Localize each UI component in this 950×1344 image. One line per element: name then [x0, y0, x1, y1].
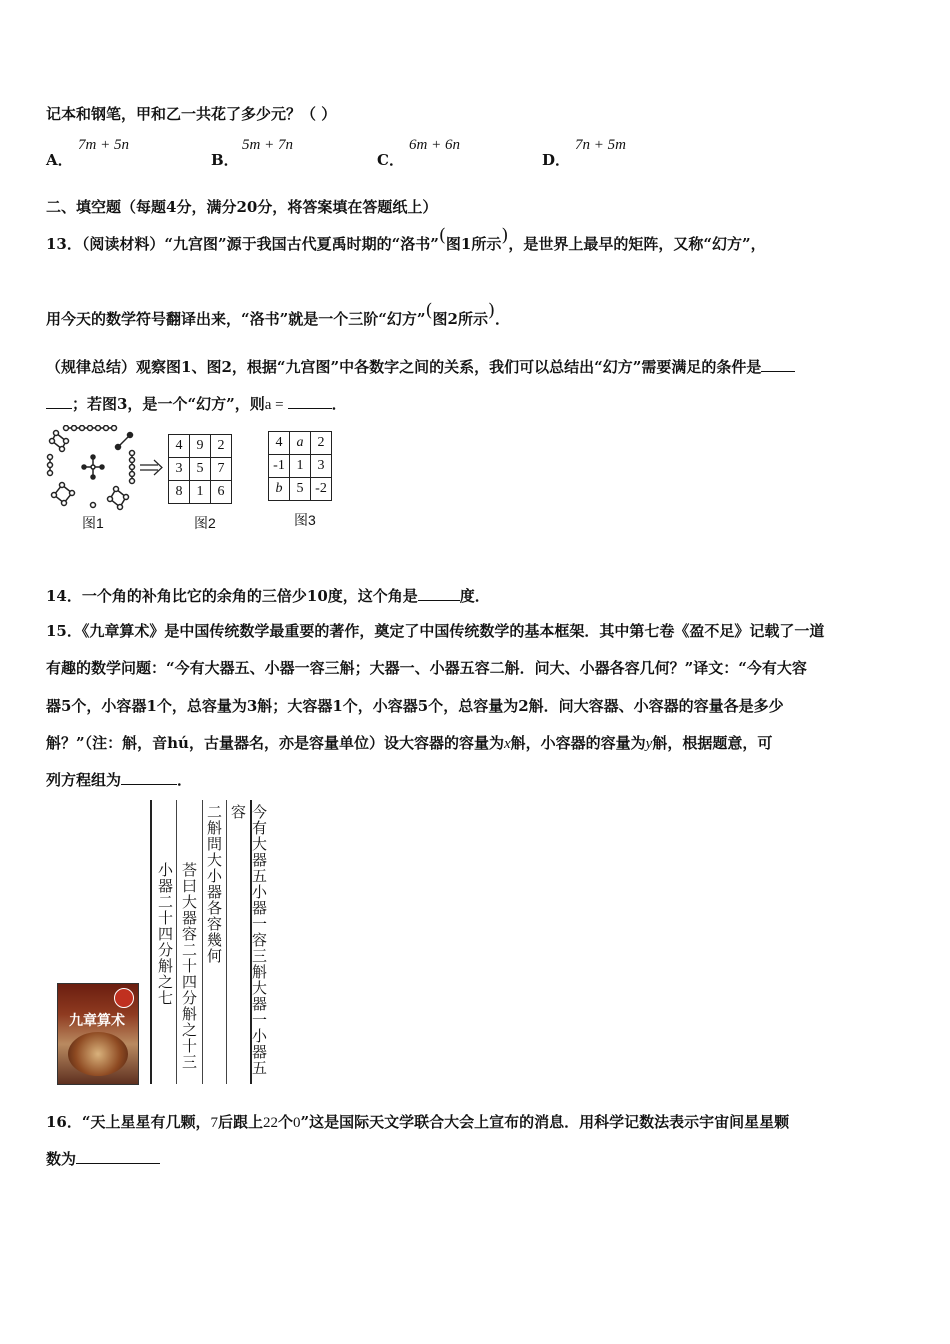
q15-line1: 15．《九章算术》是中国传统数学最重要的著作，奠定了中国传统数学的基本框架．其中第七卷《盈不足》记载了一道	[46, 622, 825, 640]
q13-line1-b: 图1所示	[445, 235, 502, 253]
magic-square-fig3: 4 a 2 -1 1 3 b 5 -2	[268, 431, 332, 501]
answer-blank	[76, 1149, 160, 1164]
q16-num-0: 0	[293, 1115, 301, 1131]
q15-line5-text: 列方程组为	[46, 771, 122, 789]
q13-line1-a: 13．（阅读材料）“九宫图”源于我国古代夏禹时期的“洛书”	[46, 235, 439, 253]
q16-line1-a: 16．“天上星星有几颗，	[46, 1113, 211, 1131]
q13-line1: 13．（阅读材料）“九宫图”源于我国古代夏禹时期的“洛书”(图1所示)，是世界上最早的矩阵，又称“幻方”，	[46, 225, 766, 253]
q16-num-7: 7	[210, 1115, 219, 1131]
q15-line4-c: 斛，根据题意，可	[652, 734, 773, 752]
option-b-label: B．	[211, 151, 239, 169]
q13-line2-b: 图2所示	[432, 310, 488, 328]
q14-unit: 度．	[459, 587, 490, 605]
q14-question: 14．一个角的补角比它的余角的三倍少10度，这个角是	[46, 587, 418, 605]
scroll-column-1: 今有大器五小器一容三斛大器一小器五容	[229, 804, 268, 1076]
book-cover-image	[57, 983, 139, 1085]
option-c-label: C．	[377, 151, 404, 169]
q16-line1-c: 个	[278, 1113, 294, 1131]
fig1-caption: 图1	[82, 515, 104, 531]
book-title: 九章算术	[69, 1013, 125, 1029]
answer-blank	[288, 394, 332, 409]
q13-line1-c: ，是世界上最早的矩阵，又称“幻方”，	[508, 235, 766, 253]
answer-blank	[121, 770, 177, 785]
q16-num-22: 22	[263, 1115, 279, 1131]
q15-line4	[46, 732, 772, 753]
option-a-label: A．	[46, 151, 73, 169]
scroll-column-3: 荅曰大器容二十四分斛之十三	[180, 862, 198, 1070]
q16-line1-d: ”这是国际天文学联合大会上宣布的消息．用科学记数法表示宇宙间星星颗	[300, 1113, 790, 1131]
fig3-caption: 图3	[294, 512, 316, 528]
q13-line4	[46, 393, 347, 414]
q15-line4-a: 斛？”（注：斛，音hú，古量器名，亦是容量单位）设大容器的容量为	[46, 734, 504, 752]
scroll-column-2: 二斛問大小器各容幾何	[205, 804, 223, 964]
q13-line4-c: ．	[331, 395, 347, 413]
q15-line2: 有趣的数学问题：“今有大器五、小器一容三斛；大器一、小器五容二斛．问大、小器各容几何？”译文：“今有大容	[46, 659, 807, 677]
option-a-expr: 7m + 5n	[78, 137, 129, 153]
section-heading: 二、填空题（每题4分，满分20分，将答案填在答题纸上）	[46, 198, 438, 216]
answer-blank	[761, 357, 795, 372]
q14-text	[46, 585, 490, 606]
option-c-expr: 6m + 6n	[409, 137, 460, 153]
q16-line1	[46, 1111, 789, 1132]
fig2-caption: 图2	[194, 515, 216, 531]
q15-line5	[46, 769, 192, 790]
option-b-expr: 5m + 7n	[242, 137, 293, 153]
q15-line3: 器5个，小容器1个，总容量为3斛；大容器1个，小容器5个，总容量为2斛．问大容器、小容器的容量各是多少	[46, 697, 784, 715]
q16-line2-text: 数为	[46, 1150, 77, 1168]
q12-text: 记本和钢笔，甲和乙一共花了多少元？（ ）	[46, 105, 337, 123]
option-d-expr: 7n + 5m	[575, 137, 626, 153]
magic-square-fig2: 4 9 2 3 5 7 8 1 6	[168, 434, 232, 504]
q13-line2: 用今天的数学符号翻译出来，“洛书”就是一个三阶“幻方”(图2所示)．	[46, 300, 511, 328]
q13-line4-a: ；若图3，是一个“幻方”，则	[72, 395, 265, 413]
luoshu-figure	[44, 425, 164, 525]
q13-line2-a: 用今天的数学符号翻译出来，“洛书”就是一个三阶“幻方”	[46, 310, 426, 328]
scroll-column-4: 小器二十四分斛之七	[156, 862, 174, 1006]
q13-line3-text: （规律总结）观察图1、图2，根据“九宫图”中各数字之间的关系，我们可以总结出“幻方”需要满足的条件是	[46, 358, 762, 376]
q16-line1-b: 后跟上	[218, 1113, 264, 1131]
ancient-text-image	[150, 800, 268, 1084]
q15-line5-end: ．	[177, 771, 193, 789]
q16-line2	[46, 1148, 160, 1169]
answer-blank	[46, 394, 72, 409]
q13-line2-c: ．	[495, 310, 511, 328]
q13-var-a: a =	[264, 397, 284, 413]
answer-blank	[418, 586, 460, 601]
q15-var-y: y	[645, 736, 653, 752]
q15-var-x: x	[503, 736, 511, 752]
option-d-label: D．	[542, 151, 571, 169]
q15-line4-b: 斛，小容器的容量为	[510, 734, 646, 752]
q13-line3	[46, 356, 795, 377]
